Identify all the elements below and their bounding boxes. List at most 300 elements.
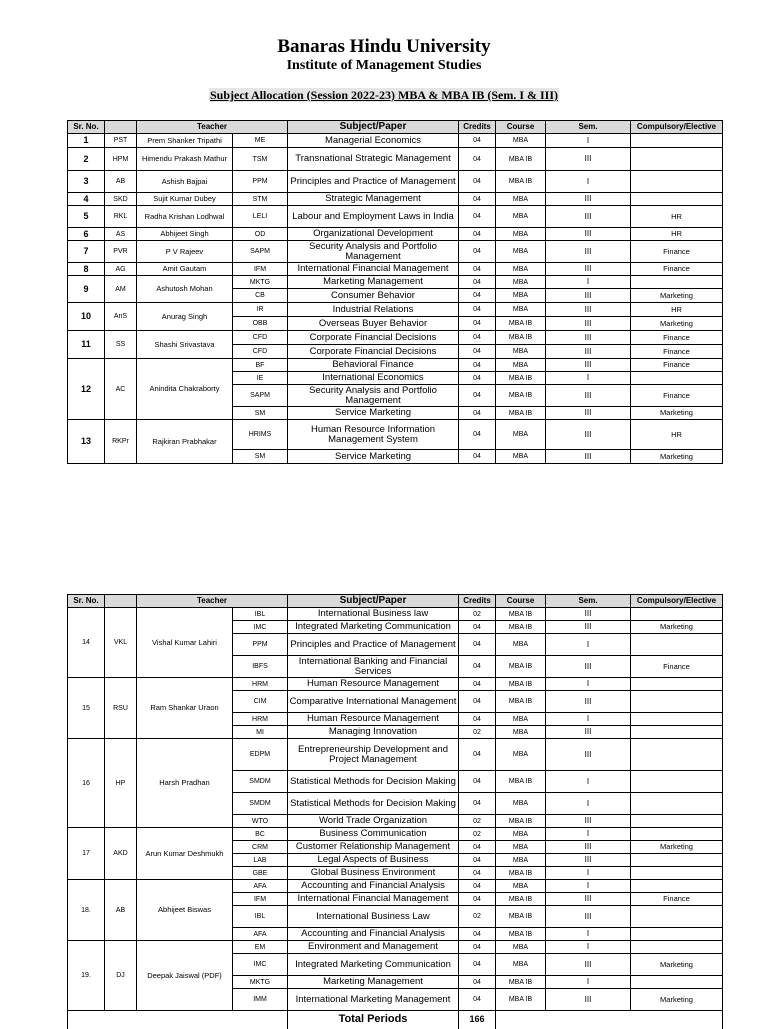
total-label: Total Periods (288, 1011, 459, 1029)
subject-cell: International Business law (288, 608, 459, 621)
course-cell: MBA IB (496, 407, 546, 420)
col-header-type: Compulsory/Elective (631, 595, 723, 608)
course-cell: MBA IB (496, 608, 546, 621)
subject-code-cell: HRM (233, 713, 288, 726)
credits-cell: 04 (459, 621, 496, 634)
sr-no-cell: 13 (68, 420, 105, 464)
subject-cell: International Financial Management (288, 263, 459, 276)
type-cell (631, 171, 723, 193)
table-row (68, 148, 723, 171)
subject-code-cell: CB (233, 289, 288, 303)
header-row (68, 595, 723, 608)
sem-cell: I (546, 880, 631, 893)
type-cell: Marketing (631, 989, 723, 1011)
col-header-course: Course (496, 595, 546, 608)
type-cell (631, 976, 723, 989)
type-cell: HR (631, 228, 723, 241)
teacher-name-cell: Sujit Kumar Dubey (137, 193, 233, 206)
type-cell (631, 608, 723, 621)
sem-cell: III (546, 385, 631, 407)
table-row (68, 678, 723, 691)
credits-cell: 04 (459, 206, 496, 228)
credits-cell: 04 (459, 372, 496, 385)
type-cell: HR (631, 206, 723, 228)
subject-code-cell: IMC (233, 621, 288, 634)
credits-cell: 04 (459, 134, 496, 148)
type-cell (631, 372, 723, 385)
subject-cell: Overseas Buyer Behavior (288, 317, 459, 331)
teacher-name-cell: P V Rajeev (137, 241, 233, 263)
course-cell: MBA (496, 420, 546, 450)
subject-cell: Principles and Practice of Management (288, 171, 459, 193)
sem-cell: III (546, 893, 631, 906)
subject-cell: Comparative International Management (288, 691, 459, 713)
table-row (68, 276, 723, 289)
credits-cell: 04 (459, 739, 496, 771)
course-cell: MBA (496, 941, 546, 954)
teacher-name-cell: Shashi Srivastava (137, 331, 233, 359)
type-cell: Finance (631, 385, 723, 407)
credits-cell: 04 (459, 893, 496, 906)
col-header-subject: Subject/Paper (288, 121, 459, 134)
course-cell: MBA (496, 450, 546, 464)
sr-no-cell: 9 (68, 276, 105, 303)
subject-code-cell: SM (233, 407, 288, 420)
col-header-teacher: Teacher (137, 595, 288, 608)
course-cell: MBA (496, 241, 546, 263)
credits-cell: 04 (459, 450, 496, 464)
col-header-course: Course (496, 121, 546, 134)
sem-cell: I (546, 678, 631, 691)
subject-cell: Human Resource Information Management System (288, 420, 459, 450)
subject-cell: Accounting and Financial Analysis (288, 928, 459, 941)
total-blank-right (496, 1011, 723, 1029)
table-row (68, 171, 723, 193)
subject-code-cell: CRM (233, 841, 288, 854)
subject-code-cell: MI (233, 726, 288, 739)
sem-cell: I (546, 634, 631, 656)
institute-subtitle: Institute of Management Studies (286, 58, 482, 73)
table-row (68, 739, 723, 771)
subject-code-cell: BF (233, 359, 288, 372)
col-header-subject: Subject/Paper (288, 595, 459, 608)
teacher-abbr-cell: AM (105, 276, 137, 303)
course-cell: MBA IB (496, 317, 546, 331)
course-cell: MBA (496, 828, 546, 841)
course-cell: MBA (496, 880, 546, 893)
subject-cell: Transnational Strategic Management (288, 148, 459, 171)
type-cell (631, 726, 723, 739)
teacher-name-cell: Ashish Bajpai (137, 171, 233, 193)
sem-cell: III (546, 148, 631, 171)
type-cell: Finance (631, 359, 723, 372)
course-cell: MBA IB (496, 976, 546, 989)
teacher-name-cell: Abhijeet Singh (137, 228, 233, 241)
sem-cell: III (546, 263, 631, 276)
course-cell: MBA (496, 134, 546, 148)
teacher-abbr-cell: RKL (105, 206, 137, 228)
sem-cell: I (546, 276, 631, 289)
type-cell (631, 134, 723, 148)
table-row (68, 880, 723, 893)
sr-no-cell: 12 (68, 359, 105, 420)
subject-code-cell: CFD (233, 345, 288, 359)
sem-cell: III (546, 854, 631, 867)
subject-cell: Corporate Financial Decisions (288, 345, 459, 359)
credits-cell: 04 (459, 854, 496, 867)
subject-code-cell: PPM (233, 634, 288, 656)
credits-cell: 04 (459, 148, 496, 171)
sem-cell: III (546, 303, 631, 317)
teacher-name-cell: Arun Kumar Deshmukh (137, 828, 233, 880)
sem-cell: I (546, 171, 631, 193)
sr-no-cell: 8 (68, 263, 105, 276)
table-row (68, 359, 723, 372)
sem-cell: III (546, 621, 631, 634)
teacher-abbr-cell: AG (105, 263, 137, 276)
allocation-table-1 (67, 120, 723, 464)
sem-cell: I (546, 771, 631, 793)
teacher-name-cell: Rajkiran Prabhakar (137, 420, 233, 464)
university-title: Banaras Hindu University (277, 36, 491, 57)
subject-code-cell: PPM (233, 171, 288, 193)
credits-cell: 04 (459, 941, 496, 954)
sem-cell: III (546, 739, 631, 771)
allocation-table-2 (67, 594, 723, 1029)
credits-cell: 04 (459, 928, 496, 941)
teacher-name-cell: Abhijeet Biswas (137, 880, 233, 941)
table-row (68, 228, 723, 241)
subject-cell: Entrepreneurship Development and Project Management (288, 739, 459, 771)
course-cell: MBA IB (496, 928, 546, 941)
credits-cell: 04 (459, 793, 496, 815)
credits-cell: 04 (459, 691, 496, 713)
subject-code-cell: IFM (233, 893, 288, 906)
subject-code-cell: EDPM (233, 739, 288, 771)
teacher-abbr-cell: SS (105, 331, 137, 359)
col-header-type: Compulsory/Elective (631, 121, 723, 134)
header-row (68, 121, 723, 134)
teacher-abbr-cell: DJ (105, 941, 137, 1011)
subject-cell: Business Communication (288, 828, 459, 841)
type-cell (631, 828, 723, 841)
sr-no-cell: 3 (68, 171, 105, 193)
course-cell: MBA (496, 345, 546, 359)
col-header-credits: Credits (459, 121, 496, 134)
sem-cell: III (546, 206, 631, 228)
sem-cell: III (546, 228, 631, 241)
credits-cell: 04 (459, 193, 496, 206)
course-cell: MBA (496, 228, 546, 241)
subject-cell: Labour and Employment Laws in India (288, 206, 459, 228)
course-cell: MBA (496, 726, 546, 739)
sr-no-cell: 18. (68, 880, 105, 941)
sem-cell: III (546, 450, 631, 464)
col-header-teacher: Teacher (137, 121, 288, 134)
course-cell: MBA (496, 276, 546, 289)
total-value: 166 (459, 1011, 496, 1029)
subject-cell: Environment and Management (288, 941, 459, 954)
course-cell: MBA (496, 206, 546, 228)
subject-code-cell: BC (233, 828, 288, 841)
subject-code-cell: OBB (233, 317, 288, 331)
credits-cell: 04 (459, 771, 496, 793)
subject-code-cell: MKTG (233, 976, 288, 989)
table-row (68, 420, 723, 450)
type-cell: Marketing (631, 317, 723, 331)
sem-cell: I (546, 928, 631, 941)
sem-cell: III (546, 359, 631, 372)
credits-cell: 04 (459, 345, 496, 359)
teacher-name-cell: Ashutosh Mohan (137, 276, 233, 303)
course-cell: MBA (496, 954, 546, 976)
credits-cell: 04 (459, 241, 496, 263)
type-cell: Marketing (631, 621, 723, 634)
credits-cell: 04 (459, 976, 496, 989)
type-cell (631, 771, 723, 793)
subject-cell: Security Analysis and Portfolio Management (288, 241, 459, 263)
sem-cell: III (546, 331, 631, 345)
col-header-blank (105, 595, 137, 608)
sr-no-cell: 10 (68, 303, 105, 331)
sr-no-cell: 2 (68, 148, 105, 171)
course-cell: MBA (496, 193, 546, 206)
sem-cell: III (546, 726, 631, 739)
type-cell (631, 678, 723, 691)
subject-cell: International Financial Management (288, 893, 459, 906)
subject-code-cell: IR (233, 303, 288, 317)
subject-code-cell: IBL (233, 608, 288, 621)
sem-cell: III (546, 656, 631, 678)
credits-cell: 04 (459, 867, 496, 880)
course-cell: MBA IB (496, 771, 546, 793)
subject-cell: Global Business Environment (288, 867, 459, 880)
teacher-name-cell: Amit Gautam (137, 263, 233, 276)
type-cell (631, 276, 723, 289)
subject-cell: Human Resource Management (288, 713, 459, 726)
allocation-heading-text: Subject Allocation (Session 2022-23) MBA & MBA IB (Sem. I & III) (209, 88, 558, 102)
teacher-abbr-cell: PST (105, 134, 137, 148)
subject-cell: Service Marketing (288, 407, 459, 420)
subject-code-cell: IBL (233, 906, 288, 928)
course-cell: MBA IB (496, 372, 546, 385)
table-row (68, 206, 723, 228)
total-row (68, 1011, 723, 1029)
table-row (68, 303, 723, 317)
credits-cell: 04 (459, 171, 496, 193)
sr-no-cell: 6 (68, 228, 105, 241)
course-cell: MBA IB (496, 171, 546, 193)
type-cell (631, 713, 723, 726)
type-cell: HR (631, 303, 723, 317)
teacher-name-cell: Anurag Singh (137, 303, 233, 331)
credits-cell: 04 (459, 303, 496, 317)
table-row (68, 331, 723, 345)
course-cell: MBA IB (496, 148, 546, 171)
type-cell: Finance (631, 263, 723, 276)
type-cell (631, 148, 723, 171)
course-cell: MBA (496, 793, 546, 815)
sem-cell: III (546, 989, 631, 1011)
sr-no-cell: 15 (68, 678, 105, 739)
course-cell: MBA IB (496, 867, 546, 880)
type-cell (631, 634, 723, 656)
course-cell: MBA (496, 289, 546, 303)
course-cell: MBA (496, 841, 546, 854)
type-cell: Marketing (631, 407, 723, 420)
sem-cell: I (546, 941, 631, 954)
teacher-abbr-cell: AB (105, 880, 137, 941)
type-cell (631, 854, 723, 867)
subject-code-cell: SAPM (233, 241, 288, 263)
sem-cell: I (546, 976, 631, 989)
type-cell: Marketing (631, 954, 723, 976)
subject-code-cell: SM (233, 450, 288, 464)
type-cell: Finance (631, 656, 723, 678)
subject-code-cell: EM (233, 941, 288, 954)
sem-cell: I (546, 793, 631, 815)
credits-cell: 02 (459, 906, 496, 928)
sr-no-cell: 17 (68, 828, 105, 880)
sr-no-cell: 4 (68, 193, 105, 206)
subject-code-cell: IE (233, 372, 288, 385)
teacher-abbr-cell: RSU (105, 678, 137, 739)
subject-cell: International Marketing Management (288, 989, 459, 1011)
sem-cell: III (546, 954, 631, 976)
total-blank-left (68, 1011, 288, 1029)
col-header-sr-no: Sr. No. (68, 121, 105, 134)
teacher-abbr-cell: AB (105, 171, 137, 193)
teacher-abbr-cell: VKL (105, 608, 137, 678)
course-cell: MBA (496, 713, 546, 726)
subject-cell: Security Analysis and Portfolio Management (288, 385, 459, 407)
allocation-heading (0, 88, 768, 103)
teacher-abbr-cell: PVR (105, 241, 137, 263)
credits-cell: 04 (459, 420, 496, 450)
subject-code-cell: STM (233, 193, 288, 206)
sem-cell: I (546, 372, 631, 385)
subject-cell: Corporate Financial Decisions (288, 331, 459, 345)
subject-cell: Statistical Methods for Decision Making (288, 771, 459, 793)
table-row (68, 263, 723, 276)
col-header-sem: Sem. (546, 595, 631, 608)
type-cell (631, 928, 723, 941)
course-cell: MBA IB (496, 989, 546, 1011)
subject-cell: Statistical Methods for Decision Making (288, 793, 459, 815)
credits-cell: 04 (459, 656, 496, 678)
table-row (68, 134, 723, 148)
sem-cell: III (546, 345, 631, 359)
course-cell: MBA (496, 854, 546, 867)
subject-code-cell: CIM (233, 691, 288, 713)
subject-code-cell: HRIMS (233, 420, 288, 450)
teacher-abbr-cell: HP (105, 739, 137, 828)
subject-cell: Human Resource Management (288, 678, 459, 691)
subject-code-cell: OD (233, 228, 288, 241)
type-cell: Finance (631, 893, 723, 906)
type-cell: HR (631, 420, 723, 450)
table-row (68, 193, 723, 206)
credits-cell: 04 (459, 841, 496, 854)
sr-no-cell: 5 (68, 206, 105, 228)
teacher-name-cell: Ram Shankar Uraon (137, 678, 233, 739)
course-cell: MBA IB (496, 621, 546, 634)
credits-cell: 04 (459, 880, 496, 893)
course-cell: MBA IB (496, 656, 546, 678)
credits-cell: 04 (459, 331, 496, 345)
sr-no-cell: 1 (68, 134, 105, 148)
credits-cell: 04 (459, 954, 496, 976)
subject-cell: World Trade Organization (288, 815, 459, 828)
sem-cell: I (546, 713, 631, 726)
teacher-name-cell: Prem Shanker Tripathi (137, 134, 233, 148)
col-header-sem: Sem. (546, 121, 631, 134)
subject-code-cell: LAB (233, 854, 288, 867)
type-cell: Marketing (631, 450, 723, 464)
subject-cell: Behavioral Finance (288, 359, 459, 372)
teacher-abbr-cell: RKPr (105, 420, 137, 464)
sem-cell: III (546, 691, 631, 713)
type-cell (631, 193, 723, 206)
sr-no-cell: 11 (68, 331, 105, 359)
teacher-abbr-cell: AnS (105, 303, 137, 331)
subject-cell: Integrated Marketing Communication (288, 621, 459, 634)
subject-code-cell: HRM (233, 678, 288, 691)
type-cell (631, 880, 723, 893)
subject-cell: Principles and Practice of Management (288, 634, 459, 656)
sem-cell: III (546, 193, 631, 206)
type-cell: Finance (631, 331, 723, 345)
sem-cell: III (546, 841, 631, 854)
sem-cell: III (546, 420, 631, 450)
subject-cell: Consumer Behavior (288, 289, 459, 303)
teacher-name-cell: Harsh Pradhan (137, 739, 233, 828)
course-cell: MBA (496, 359, 546, 372)
type-cell (631, 815, 723, 828)
subject-code-cell: SMDM (233, 771, 288, 793)
subject-cell: International Business Law (288, 906, 459, 928)
course-cell: MBA IB (496, 331, 546, 345)
subject-code-cell: LELI (233, 206, 288, 228)
credits-cell: 04 (459, 385, 496, 407)
type-cell (631, 739, 723, 771)
sem-cell: I (546, 828, 631, 841)
subject-cell: Service Marketing (288, 450, 459, 464)
teacher-abbr-cell: SKD (105, 193, 137, 206)
type-cell (631, 867, 723, 880)
subject-code-cell: CFD (233, 331, 288, 345)
sem-cell: III (546, 906, 631, 928)
type-cell (631, 941, 723, 954)
teacher-name-cell: Radha Krishan Lodhwal (137, 206, 233, 228)
subject-cell: Organizational Development (288, 228, 459, 241)
table-row (68, 241, 723, 263)
credits-cell: 02 (459, 726, 496, 739)
credits-cell: 04 (459, 678, 496, 691)
subject-code-cell: AFA (233, 928, 288, 941)
type-cell: Finance (631, 345, 723, 359)
credits-cell: 04 (459, 989, 496, 1011)
sem-cell: III (546, 317, 631, 331)
teacher-name-cell: Anindita Chakraborty (137, 359, 233, 420)
table-row (68, 828, 723, 841)
credits-cell: 04 (459, 634, 496, 656)
subject-code-cell: GBE (233, 867, 288, 880)
course-cell: MBA IB (496, 385, 546, 407)
teacher-abbr-cell: AC (105, 359, 137, 420)
credits-cell: 04 (459, 263, 496, 276)
credits-cell: 02 (459, 828, 496, 841)
